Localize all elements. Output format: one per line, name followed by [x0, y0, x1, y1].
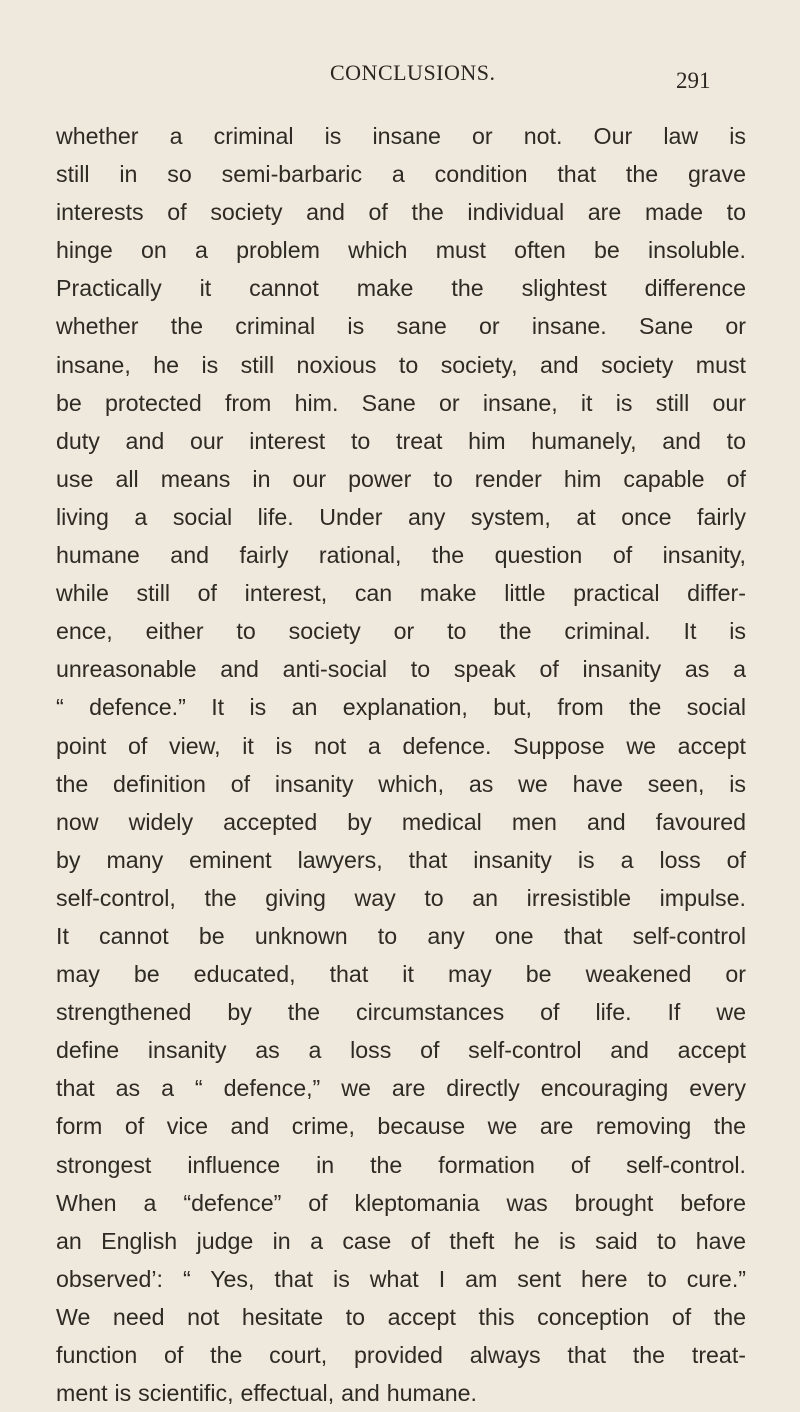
text-line: interests of society and of the individual are made to — [56, 199, 746, 226]
text-line: now widely accepted by medical men and favoured — [56, 808, 746, 835]
text-line: that as a “ defence,” we are directly encouraging every — [56, 1075, 746, 1102]
text-line: insane, he is still noxious to society, and society must — [56, 351, 746, 378]
text-line: while still of interest, can make little practical differ- — [56, 580, 746, 607]
text-line: strengthened by the circumstances of life. If we — [56, 999, 746, 1026]
body-text — [56, 117, 746, 1412]
text-line: “ defence.” It is an explanation, but, from the social — [56, 694, 746, 721]
text-line: by many eminent lawyers, that insanity is a loss of — [56, 846, 746, 873]
text-line: whether a criminal is insane or not. Our law is — [56, 123, 746, 149]
text-line: be protected from him. Sane or insane, it is still our — [56, 389, 746, 416]
text-line: humane and fairly rational, the question of insanity, — [56, 542, 746, 569]
running-title: CONCLUSIONS. — [330, 60, 496, 85]
text-line: Practically it cannot make the slightest difference — [56, 275, 746, 302]
text-line: define insanity as a loss of self-control and accept — [56, 1037, 746, 1064]
text-line: ment is scientific, effectual, and humane. — [56, 1380, 477, 1407]
text-line: form of vice and crime, because we are removing the — [56, 1113, 746, 1140]
text-line: whether the criminal is sane or insane. Sane or — [56, 313, 746, 340]
text-line: may be educated, that it may be weakened or — [56, 961, 746, 988]
text-line: When a “defence” of kleptomania was brought before — [56, 1189, 746, 1216]
text-line: the definition of insanity which, as we have seen, is — [56, 770, 746, 797]
running-head — [0, 60, 800, 94]
text-line: living a social life. Under any system, at once fairly — [56, 503, 746, 530]
text-line: hinge on a problem which must often be insoluble. — [56, 237, 746, 264]
text-line: still in so semi-barbaric a condition that the grave — [56, 161, 746, 188]
text-line: self-control, the giving way to an irresistible impulse. — [56, 884, 746, 911]
text-line: unreasonable and anti-social to speak of insanity as a — [56, 656, 746, 683]
text-line: ence, either to society or to the criminal. It is — [56, 618, 746, 645]
text-line: an English judge in a case of theft he is said to have — [56, 1227, 746, 1254]
text-line: We need not hesitate to accept this conception of the — [56, 1303, 746, 1330]
text-line: It cannot be unknown to any one that self-control — [56, 922, 746, 949]
text-line: use all means in our power to render him capable of — [56, 465, 746, 492]
page-number: 291 — [676, 68, 711, 93]
text-line: point of view, it is not a defence. Suppose we accept — [56, 732, 746, 759]
text-line: function of the court, provided always that the treat- — [56, 1342, 746, 1368]
text-line: duty and our interest to treat him humanely, and to — [56, 427, 746, 454]
text-line: strongest influence in the formation of self-control. — [56, 1151, 746, 1178]
text-line: observed’: “ Yes, that is what I am sent here to cure.” — [56, 1265, 746, 1292]
